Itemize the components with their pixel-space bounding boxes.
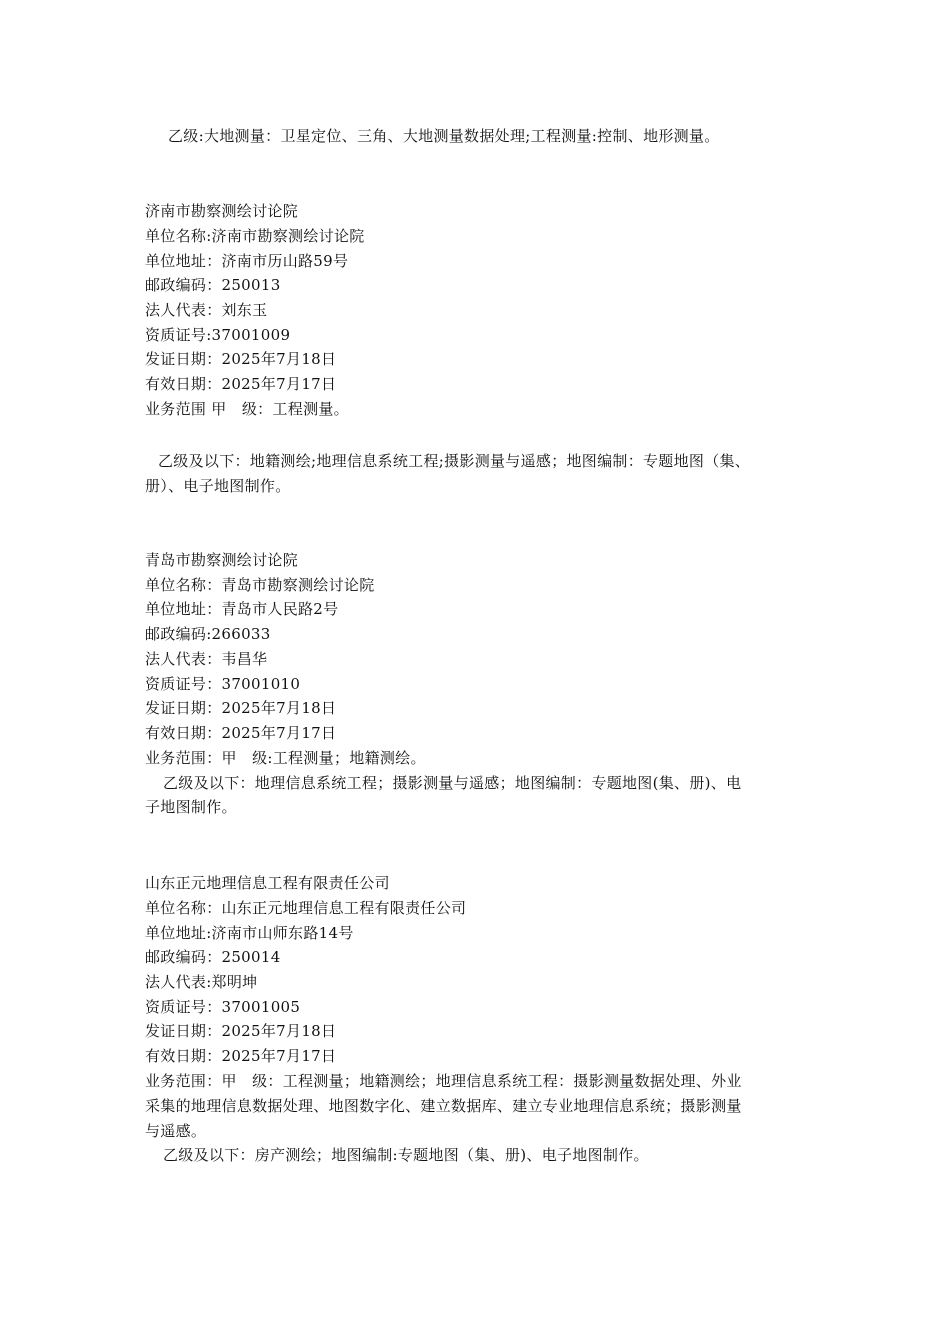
entry-scope-b-cont: 子地图制作。 <box>145 798 237 816</box>
entry-scope-a: 业务范围：甲 级：工程测量；地籍测绘；地理信息系统工程：摄影测量数据处理、外业 <box>145 1072 742 1090</box>
entry-issue-date: 发证日期：2025年7月18日 <box>145 350 337 368</box>
entry-heading: 济南市勘察测绘讨论院 <box>145 202 299 220</box>
entry-scope-b: 乙级及以下：地理信息系统工程；摄影测量与遥感；地图编制：专题地图(集、册)、电 <box>163 774 742 792</box>
entry-scope-a: 业务范围 甲 级：工程测量。 <box>145 400 349 418</box>
entry-issue-date: 发证日期：2025年7月18日 <box>145 1022 337 1040</box>
entry-legal-rep: 法人代表:郑明坤 <box>145 973 258 991</box>
entry-cert-no: 资质证号：37001005 <box>145 998 301 1016</box>
entry-address: 单位地址:济南市山师东路14号 <box>145 924 354 942</box>
entry-postcode: 邮政编码：250013 <box>145 276 281 294</box>
entry-cert-no: 资质证号:37001009 <box>145 326 291 344</box>
entry-valid-date: 有效日期：2025年7月17日 <box>145 375 337 393</box>
entry-scope-b-cont: 册）、电子地图制作。 <box>145 477 291 495</box>
intro-grade-b: 乙级:大地测量：卫星定位、三角、大地测量数据处理;工程测量:控制、地形测量。 <box>168 127 720 145</box>
entry-unit-name: 单位名称:济南市勘察测绘讨论院 <box>145 227 365 245</box>
entry-cert-no: 资质证号：37001010 <box>145 675 301 693</box>
entry-heading: 青岛市勘察测绘讨论院 <box>145 551 299 569</box>
entry-unit-name: 单位名称：青岛市勘察测绘讨论院 <box>145 576 375 594</box>
entry-scope-b: 乙级及以下：房产测绘；地图编制:专题地图（集、册)、电子地图制作。 <box>163 1146 649 1164</box>
entry-scope-a: 业务范围：甲 级:工程测量；地籍测绘。 <box>145 749 426 767</box>
entry-valid-date: 有效日期：2025年7月17日 <box>145 724 337 742</box>
entry-scope-a-cont: 与遥感。 <box>145 1122 207 1140</box>
entry-legal-rep: 法人代表：刘东玉 <box>145 301 268 319</box>
entry-issue-date: 发证日期：2025年7月18日 <box>145 699 337 717</box>
entry-postcode: 邮政编码:266033 <box>145 625 271 643</box>
entry-legal-rep: 法人代表：韦昌华 <box>145 650 268 668</box>
entry-scope-a-cont: 采集的地理信息数据处理、地图数字化、建立数据库、建立专业地理信息系统；摄影测量 <box>145 1097 742 1115</box>
entry-address: 单位地址：青岛市人民路2号 <box>145 600 339 618</box>
entry-unit-name: 单位名称：山东正元地理信息工程有限责任公司 <box>145 899 467 917</box>
entry-scope-b: 乙级及以下：地籍测绘;地理信息系统工程;摄影测量与遥感；地图编制：专题地图（集、 <box>158 452 751 470</box>
entry-postcode: 邮政编码：250014 <box>145 948 281 966</box>
entry-valid-date: 有效日期：2025年7月17日 <box>145 1047 337 1065</box>
entry-heading: 山东正元地理信息工程有限责任公司 <box>145 874 390 892</box>
entry-address: 单位地址：济南市历山路59号 <box>145 252 349 270</box>
